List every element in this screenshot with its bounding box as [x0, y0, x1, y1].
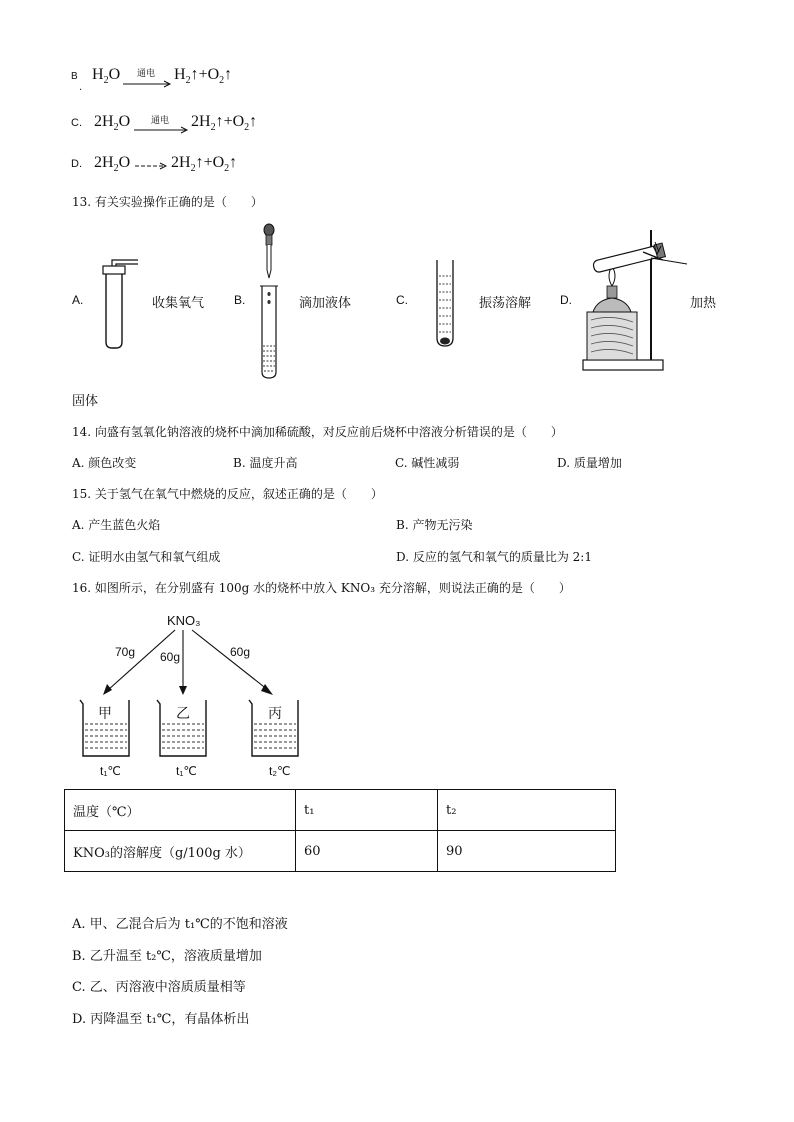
option-b: B. 产物无污染 [396, 518, 473, 532]
mass-label: 60g [230, 645, 251, 659]
option-d: D. 丙降温至 t₁℃，有晶体析出 [72, 1012, 250, 1027]
condition-label: 通电 [151, 116, 170, 126]
table-cell: 90 [438, 831, 616, 872]
option-a: A. 甲、乙混合后为 t₁℃的不饱和溶液 [72, 917, 288, 932]
temperature-label: t₂℃ [269, 764, 291, 778]
mass-label: 70g [115, 645, 136, 659]
option-letter: C. [71, 117, 82, 129]
table-cell: t₁ [296, 790, 438, 831]
mass-label: 60g [160, 650, 181, 664]
equation-b-products: $H_2↑+O_2↑$ [174, 66, 233, 87]
table-row [65, 831, 616, 872]
equation-d-products: $2H_2↑+O_2↑$ [171, 154, 238, 175]
option-letter: A. [72, 293, 84, 307]
beaker-label: 丙 [268, 706, 282, 722]
option-letter: C. [396, 293, 408, 307]
condition-label: 通电 [137, 69, 156, 79]
table-row [65, 790, 616, 831]
temperature-label: t₁℃ [176, 764, 197, 778]
option-a: A. 产生蓝色火焰 [72, 518, 161, 532]
question-13-stem: 13. 有关实验操作正确的是（ ） [72, 195, 263, 209]
option-letter: D. [560, 293, 572, 307]
dot-mark: . [79, 82, 83, 93]
option-b: B. 温度升高 [233, 456, 298, 470]
option-text: 滴加液体 [299, 296, 352, 311]
beaker-label: 乙 [176, 706, 190, 722]
question-14-stem: 14. 向盛有氢氧化钠溶液的烧杯中滴加稀硫酸，对反应前后烧杯中溶液分析错误的是（ ） [72, 425, 563, 439]
option-c: C. 证明水由氢气和氧气组成 [72, 550, 221, 564]
option-text-continuation: 固体 [72, 394, 99, 409]
equation-b: $H_2O$ [92, 66, 121, 87]
temperature-label: t₁℃ [100, 764, 121, 778]
table-cell: 60 [296, 831, 438, 872]
equation-c-products: $2H_2↑+O_2↑$ [191, 113, 258, 134]
table-cell: 温度（℃） [65, 790, 296, 831]
option-text: 收集氧气 [152, 296, 205, 311]
table-cell: KNO₃的溶解度（g/100g 水） [65, 831, 296, 872]
equation-d: $2H_2O$ [94, 154, 131, 175]
option-d: D. 反应的氢气和氧气的质量比为 2:1 [396, 550, 592, 564]
question-16-stem: 16. 如图所示，在分别盛有 100g 水的烧杯中放入 KNO₃ 充分溶解，则说法正确的是（ ） [72, 581, 571, 595]
question-15-stem: 15. 关于氢气在氧气中燃烧的反应，叙述正确的是（ ） [72, 487, 383, 501]
option-letter: D. [71, 158, 82, 170]
option-text: 加热 [690, 296, 717, 311]
option-c: C. 碱性减弱 [395, 456, 460, 470]
source-label: KNO₃ [167, 613, 201, 628]
option-letter: B [71, 71, 78, 82]
solubility-table [64, 789, 616, 872]
option-c: C. 乙、丙溶液中溶质质量相等 [72, 980, 246, 995]
option-letter: B. [234, 293, 246, 307]
option-b: B. 乙升温至 t₂℃，溶液质量增加 [72, 949, 262, 964]
equation-c: $2H_2O$ [94, 113, 131, 134]
option-d: D. 质量增加 [557, 456, 622, 470]
option-text: 振荡溶解 [479, 296, 532, 311]
option-a: A. 颜色改变 [72, 456, 137, 470]
table-cell: t₂ [438, 790, 616, 831]
beaker-label: 甲 [98, 706, 112, 722]
